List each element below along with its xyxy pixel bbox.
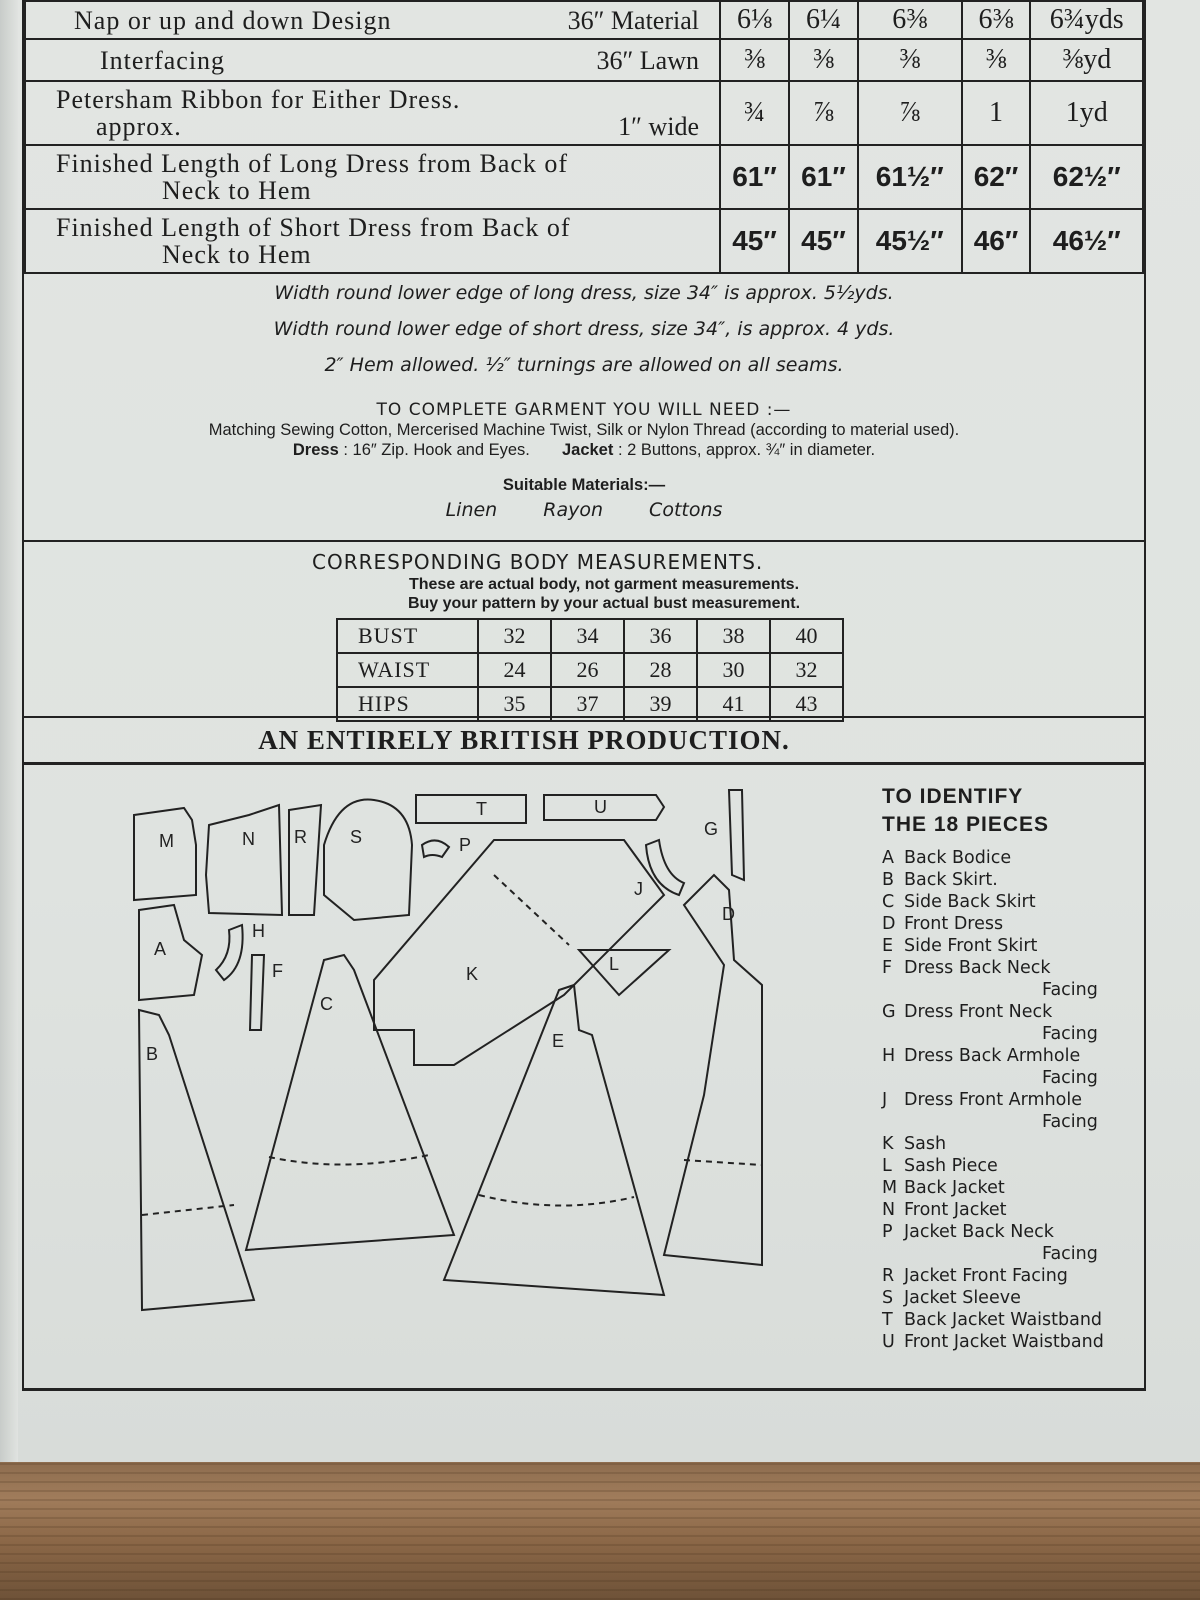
need-line-2 bbox=[24, 440, 1144, 460]
piece-r-shape bbox=[289, 805, 321, 915]
yardage-label bbox=[25, 209, 720, 273]
yardage-row bbox=[25, 39, 1143, 81]
piece-f-shape bbox=[250, 955, 264, 1030]
piece-letter: D bbox=[882, 914, 896, 934]
piece-l-shape bbox=[579, 950, 669, 995]
instruction-sheet bbox=[22, 0, 1146, 1391]
piece-name: Back Bodice bbox=[904, 848, 1012, 868]
dress-notions: : 16″ Zip. Hook and Eyes. bbox=[343, 441, 530, 459]
yardage-label bbox=[25, 81, 720, 145]
need-heading: TO COMPLETE GARMENT YOU WILL NEED :— bbox=[376, 400, 792, 420]
label-text: Neck to Hem bbox=[162, 176, 312, 205]
piece-m-shape bbox=[134, 808, 196, 900]
piece-letter-p: P bbox=[459, 835, 472, 855]
piece-facing-text: Facing bbox=[1042, 1024, 1098, 1044]
measurement-value: 40 bbox=[770, 619, 843, 653]
piece-facing bbox=[882, 979, 1132, 1001]
piece-letter: B bbox=[882, 870, 895, 890]
label-spec: 36″ Lawn bbox=[596, 45, 699, 75]
measurement-name: HIPS bbox=[337, 687, 478, 721]
label-text: approx. bbox=[96, 112, 182, 141]
piece-letter: M bbox=[882, 1178, 898, 1198]
piece-letter: H bbox=[882, 1046, 896, 1066]
yardage-value: ⅜yd bbox=[1030, 39, 1143, 81]
piece-s-shape bbox=[324, 800, 412, 920]
piece-item bbox=[882, 847, 1132, 869]
piece-letter: P bbox=[882, 1222, 893, 1242]
measurement-value: 28 bbox=[624, 653, 697, 687]
yardage-value: 61″ bbox=[789, 145, 858, 209]
yardage-value: 61½″ bbox=[858, 145, 962, 209]
label-text: Finished Length of Short Dress from Back of bbox=[56, 213, 571, 242]
piece-letter-t: T bbox=[476, 799, 487, 819]
piece-name: Back Jacket Waistband bbox=[904, 1310, 1103, 1330]
pattern-layout-diagram bbox=[24, 765, 1144, 1385]
piece-letter-j: J bbox=[634, 879, 643, 899]
yardage-row bbox=[25, 209, 1143, 273]
yardage-value: 1yd bbox=[1030, 81, 1143, 145]
yardage-value: ⅜ bbox=[720, 39, 789, 81]
piece-letter: E bbox=[882, 936, 894, 956]
yardage-value: ⅞ bbox=[858, 81, 962, 145]
measurements-note-1: These are actual body, not garment measurements. bbox=[408, 576, 800, 593]
yardage-value: ⅜ bbox=[858, 39, 962, 81]
piece-letter-r: R bbox=[294, 827, 307, 847]
yardage-row bbox=[25, 1, 1143, 39]
piece-name: Sash Piece bbox=[904, 1156, 998, 1176]
piece-letter-h: H bbox=[252, 921, 265, 941]
piece-facing bbox=[882, 1243, 1132, 1265]
piece-t-shape bbox=[416, 795, 526, 823]
materials-list: Linen Rayon Cottons bbox=[445, 499, 723, 521]
piece-letter: U bbox=[882, 1332, 895, 1352]
body-measurements-table bbox=[336, 618, 844, 722]
piece-d-shape bbox=[664, 875, 762, 1265]
piece-name: Side Front Skirt bbox=[904, 936, 1038, 956]
measurement-row bbox=[337, 653, 843, 687]
piece-facing bbox=[882, 1067, 1132, 1089]
label-line bbox=[26, 177, 719, 204]
measurement-value: 38 bbox=[697, 619, 770, 653]
label-line bbox=[26, 214, 719, 241]
yardage-value: 6⅜ bbox=[962, 1, 1031, 39]
piece-facing bbox=[882, 1023, 1132, 1045]
piece-letter: N bbox=[882, 1200, 896, 1220]
piece-facing-text: Facing bbox=[1042, 1244, 1098, 1264]
piece-facing bbox=[882, 1111, 1132, 1133]
piece-n-shape bbox=[206, 805, 282, 915]
piece-item bbox=[882, 1155, 1132, 1177]
measurements-heading: CORRESPONDING BODY MEASUREMENTS. bbox=[312, 550, 764, 574]
measurement-name: WAIST bbox=[337, 653, 478, 687]
yardage-value: 62½″ bbox=[1030, 145, 1143, 209]
piece-letter-u: U bbox=[594, 797, 607, 817]
piece-item bbox=[882, 935, 1132, 957]
piece-item bbox=[882, 1221, 1132, 1243]
piece-item bbox=[882, 957, 1132, 979]
piece-item bbox=[882, 891, 1132, 913]
piece-letter-a: A bbox=[154, 939, 167, 959]
piece-k-fold bbox=[494, 875, 569, 945]
piece-item bbox=[882, 1089, 1132, 1111]
yardage-value: 45½″ bbox=[858, 209, 962, 273]
piece-letter: T bbox=[882, 1310, 893, 1330]
label-text: Petersham Ribbon for Either Dress. bbox=[56, 85, 461, 114]
piece-name: Dress Back Neck bbox=[904, 958, 1051, 978]
pieces-legend bbox=[882, 783, 1132, 1353]
piece-letter: S bbox=[882, 1288, 894, 1308]
yardage-value: 6¾yds bbox=[1030, 1, 1143, 39]
yardage-label bbox=[25, 39, 720, 81]
measurement-value: 35 bbox=[478, 687, 551, 721]
piece-item bbox=[882, 1331, 1132, 1353]
yardage-value: ⅞ bbox=[789, 81, 858, 145]
piece-letter: K bbox=[882, 1134, 894, 1154]
piece-name: Dress Front Armhole bbox=[904, 1090, 1083, 1110]
piece-name: Side Back Skirt bbox=[904, 892, 1036, 912]
measurement-value: 37 bbox=[551, 687, 624, 721]
measurement-row bbox=[337, 619, 843, 653]
label-text: Interfacing bbox=[100, 45, 226, 75]
piece-letter-g: G bbox=[704, 819, 719, 839]
measurement-value: 43 bbox=[770, 687, 843, 721]
piece-facing-text: Facing bbox=[1042, 980, 1098, 1000]
yardage-row bbox=[25, 145, 1143, 209]
piece-name: Back Skirt. bbox=[904, 870, 998, 890]
short-dress-width-note: Width round lower edge of short dress, size 34″, is approx. 4 yds. bbox=[273, 318, 895, 340]
piece-letter: R bbox=[882, 1266, 895, 1286]
piece-letter: A bbox=[882, 848, 894, 868]
label-line bbox=[26, 47, 719, 74]
yardage-value: 45″ bbox=[720, 209, 789, 273]
paper-edge bbox=[0, 0, 18, 1462]
piece-letter-b: B bbox=[146, 1044, 159, 1064]
wooden-surface bbox=[0, 1455, 1200, 1600]
jacket-label: Jacket bbox=[561, 441, 614, 459]
label-text: Neck to Hem bbox=[162, 240, 312, 269]
piece-name: Back Jacket bbox=[904, 1178, 1005, 1198]
yardage-value: ⅜ bbox=[962, 39, 1031, 81]
piece-name: Jacket Back Neck bbox=[904, 1222, 1054, 1242]
yardage-label bbox=[25, 1, 720, 39]
measurement-row bbox=[337, 687, 843, 721]
yardage-value: 62″ bbox=[962, 145, 1031, 209]
legend-heading-2: THE 18 PIECES bbox=[882, 813, 1050, 836]
piece-letters bbox=[146, 797, 735, 1064]
piece-item bbox=[882, 913, 1132, 935]
piece-item bbox=[882, 1265, 1132, 1287]
piece-e-hemline bbox=[479, 1195, 634, 1206]
piece-letter-k: K bbox=[466, 964, 479, 984]
piece-letter: L bbox=[882, 1156, 892, 1176]
piece-letter-f: F bbox=[272, 961, 283, 981]
piece-name: Front Dress bbox=[904, 914, 1004, 934]
measurement-value: 36 bbox=[624, 619, 697, 653]
piece-facing-text: Facing bbox=[1042, 1068, 1098, 1088]
piece-item bbox=[882, 1199, 1132, 1221]
british-production-banner bbox=[24, 718, 1144, 765]
piece-d-hemline bbox=[684, 1160, 762, 1165]
piece-item bbox=[882, 1287, 1132, 1309]
legend-heading-1: TO IDENTIFY bbox=[882, 785, 1024, 808]
piece-a-shape bbox=[139, 905, 202, 1000]
label-line bbox=[26, 113, 719, 140]
label-line bbox=[26, 86, 719, 113]
yardage-value: ¾ bbox=[720, 81, 789, 145]
piece-item bbox=[882, 1177, 1132, 1199]
yardage-value: 6⅛ bbox=[720, 1, 789, 39]
yardage-value: 6⅜ bbox=[858, 1, 962, 39]
piece-p-shape bbox=[422, 840, 449, 857]
piece-letter: G bbox=[882, 1002, 896, 1022]
materials-heading: Suitable Materials:— bbox=[502, 476, 666, 494]
jacket-notions: : 2 Buttons, approx. ¾″ in diameter. bbox=[617, 441, 876, 459]
piece-letter: F bbox=[882, 958, 893, 978]
label-line bbox=[26, 150, 719, 177]
piece-name: Jacket Sleeve bbox=[904, 1288, 1021, 1308]
label-text: Nap or up and down Design bbox=[74, 5, 392, 35]
yardage-value: 61″ bbox=[720, 145, 789, 209]
piece-name: Dress Back Armhole bbox=[904, 1046, 1081, 1066]
yardage-value: 6¼ bbox=[789, 1, 858, 39]
piece-name: Front Jacket bbox=[904, 1200, 1007, 1220]
measurement-value: 30 bbox=[697, 653, 770, 687]
pieces-list bbox=[882, 847, 1132, 1353]
yardage-value: 46″ bbox=[962, 209, 1031, 273]
yardage-row bbox=[25, 81, 1143, 145]
label-text: Finished Length of Long Dress from Back of bbox=[56, 149, 569, 178]
body-measurements-section bbox=[24, 542, 1144, 718]
long-dress-width-note: Width round lower edge of long dress, size 34″ is approx. 5½yds. bbox=[274, 282, 894, 304]
piece-facing-text: Facing bbox=[1042, 1112, 1098, 1132]
piece-j-shape bbox=[646, 840, 684, 895]
piece-c-shape bbox=[246, 955, 454, 1250]
piece-item bbox=[882, 1001, 1132, 1023]
piece-name: Sash bbox=[904, 1134, 947, 1154]
yardage-value: 46½″ bbox=[1030, 209, 1143, 273]
yardage-value: ⅜ bbox=[789, 39, 858, 81]
notes-section bbox=[24, 272, 1144, 542]
piece-k-shape bbox=[374, 840, 664, 1065]
piece-letter-c: C bbox=[320, 994, 333, 1014]
piece-letter-l: L bbox=[609, 954, 620, 974]
measurement-value: 34 bbox=[551, 619, 624, 653]
piece-item bbox=[882, 1133, 1132, 1155]
piece-c-hemline bbox=[269, 1155, 429, 1165]
piece-item bbox=[882, 1309, 1132, 1331]
need-line-1: Matching Sewing Cotton, Mercerised Machine Twist, Silk or Nylon Thread (according to material used). bbox=[208, 421, 960, 439]
piece-item bbox=[882, 869, 1132, 891]
pattern-pieces-drawing bbox=[24, 765, 874, 1385]
piece-name: Jacket Front Facing bbox=[904, 1266, 1068, 1286]
piece-h-shape bbox=[216, 925, 243, 980]
piece-letter-m: M bbox=[159, 831, 174, 851]
measurement-value: 39 bbox=[624, 687, 697, 721]
measurement-value: 41 bbox=[697, 687, 770, 721]
piece-g-shape bbox=[729, 790, 744, 880]
measurement-value: 32 bbox=[770, 653, 843, 687]
label-line bbox=[26, 7, 719, 34]
measurement-value: 26 bbox=[551, 653, 624, 687]
piece-item bbox=[882, 1045, 1132, 1067]
yardage-value: 45″ bbox=[789, 209, 858, 273]
yardage-value: 1 bbox=[962, 81, 1031, 145]
hem-note: 2″ Hem allowed. ½″ turnings are allowed on all seams. bbox=[324, 354, 844, 376]
label-spec: 1″ wide bbox=[618, 112, 699, 141]
measurement-value: 24 bbox=[478, 653, 551, 687]
measurements-note-2: Buy your pattern by your actual bust measurement. bbox=[407, 595, 801, 612]
piece-letter: C bbox=[882, 892, 895, 912]
piece-name: Front Jacket Waistband bbox=[904, 1332, 1104, 1352]
yardage-table bbox=[24, 0, 1144, 274]
piece-letter-e: E bbox=[552, 1031, 565, 1051]
piece-name: Dress Front Neck bbox=[904, 1002, 1053, 1022]
yardage-label bbox=[25, 145, 720, 209]
piece-letter-s: S bbox=[350, 827, 363, 847]
piece-b-hemline bbox=[142, 1205, 234, 1215]
piece-letter-n: N bbox=[242, 829, 255, 849]
label-spec: 36″ Material bbox=[567, 5, 699, 35]
measurement-value: 32 bbox=[478, 619, 551, 653]
label-line bbox=[26, 241, 719, 268]
british-production-text: AN ENTIRELY BRITISH PRODUCTION. bbox=[258, 725, 790, 755]
piece-letter-d: D bbox=[722, 904, 735, 924]
piece-letter: J bbox=[882, 1090, 888, 1110]
dress-label: Dress bbox=[292, 441, 339, 459]
measurement-name: BUST bbox=[337, 619, 478, 653]
